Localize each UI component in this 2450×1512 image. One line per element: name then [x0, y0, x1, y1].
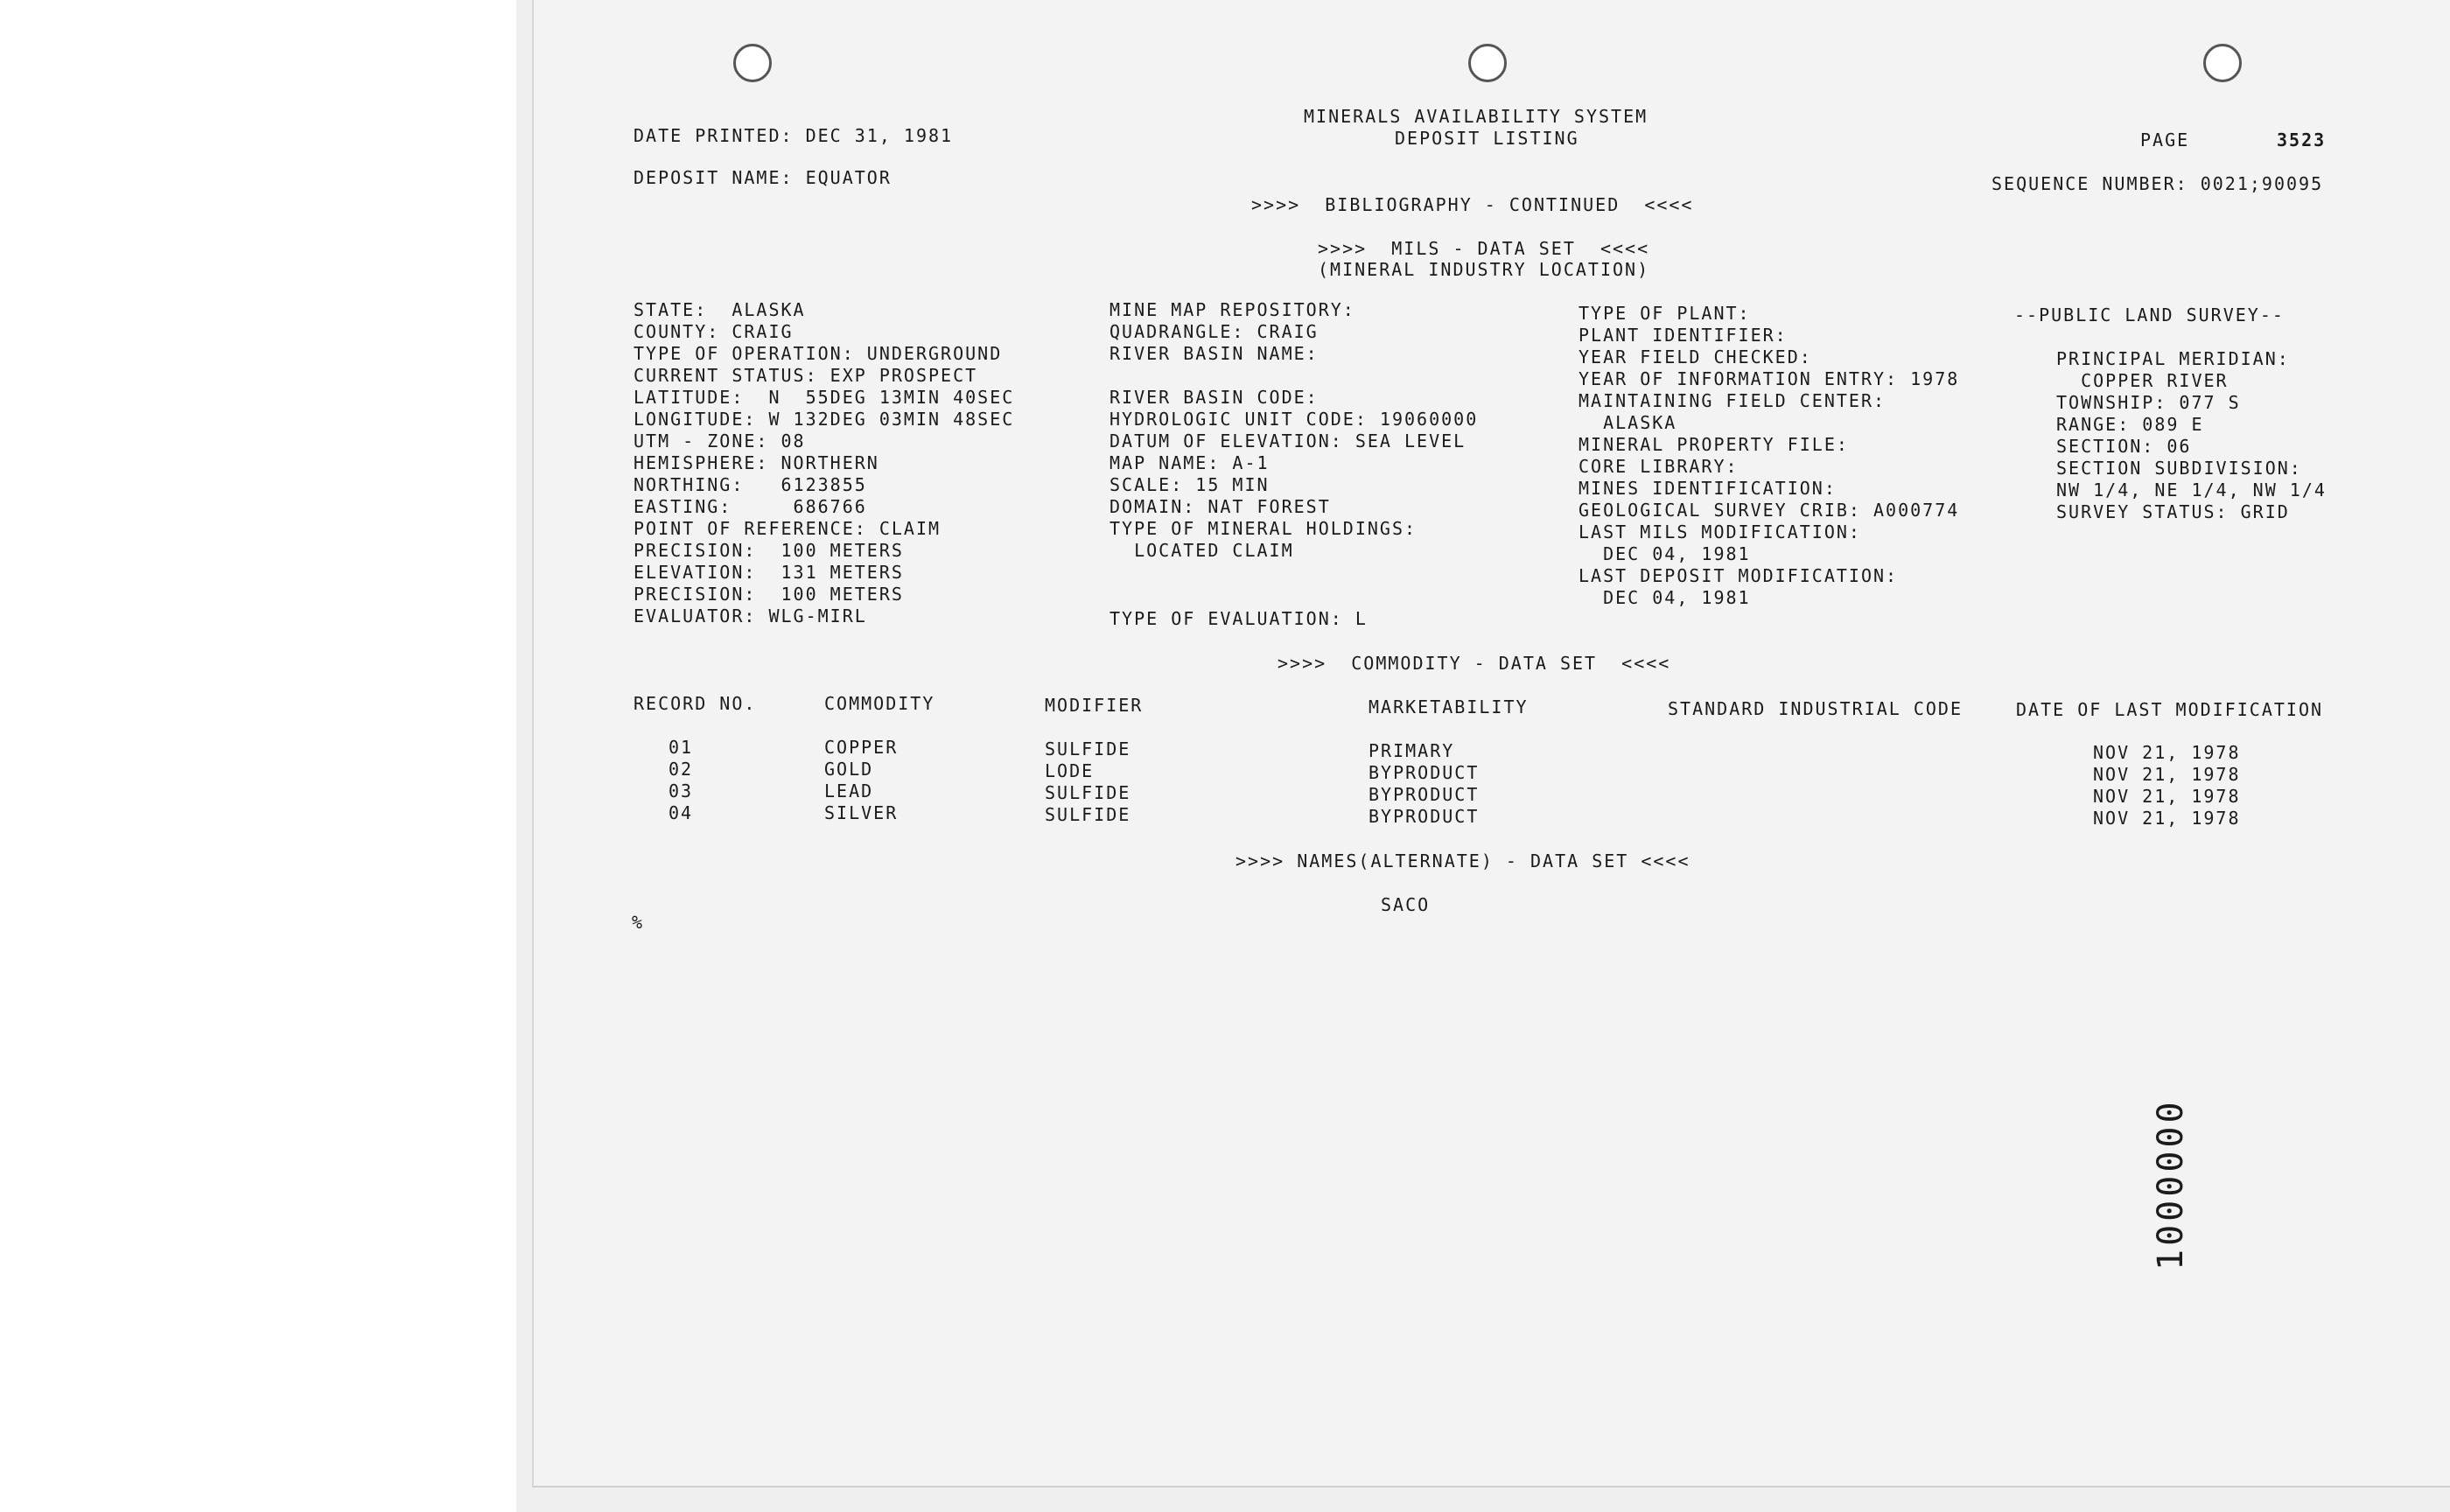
commodity-heading: >>>> COMMODITY - DATA SET <<<<: [1278, 653, 1671, 674]
field-line: TYPE OF MINERAL HOLDINGS:: [1110, 518, 1418, 539]
field-line: CURRENT STATUS: EXP PROSPECT: [634, 365, 978, 386]
punch-hole-icon: [2203, 44, 2242, 82]
field-line: NORTHING: 6123855: [634, 474, 867, 495]
field-line: TYPE OF OPERATION: UNDERGROUND: [634, 343, 1003, 364]
field-line: MAINTAINING FIELD CENTER:: [1578, 390, 1886, 411]
field-line: YEAR OF INFORMATION ENTRY: 1978: [1578, 368, 1960, 389]
stamp-number: 1000000: [2151, 1098, 2191, 1270]
column-header-commodity: COMMODITY: [824, 693, 935, 714]
field-line: SECTION: 06: [2056, 436, 2192, 457]
system-title: MINERALS AVAILABILITY SYSTEM: [1304, 106, 1648, 127]
page-number: 3523: [2277, 130, 2327, 150]
field-line: COUNTY: CRAIG: [634, 321, 794, 342]
field-line: PRECISION: 100 METERS: [634, 584, 904, 605]
marketability-cell: BYPRODUCT: [1368, 784, 1480, 805]
field-line: STATE: ALASKA: [634, 299, 806, 320]
field-line: PRINCIPAL MERIDIAN:: [2056, 348, 2290, 369]
field-line: LONGITUDE: W 132DEG 03MIN 48SEC: [634, 409, 1015, 430]
field-line: LAST DEPOSIT MODIFICATION:: [1578, 565, 1899, 586]
record-cell: 02: [668, 759, 694, 780]
field-line: POINT OF REFERENCE: CLAIM: [634, 518, 942, 539]
mils-subheading: (MINERAL INDUSTRY LOCATION): [1318, 259, 1650, 280]
field-line: PRECISION: 100 METERS: [634, 540, 904, 561]
mils-heading: >>>> MILS - DATA SET <<<<: [1318, 238, 1650, 259]
field-line: TYPE OF PLANT:: [1578, 303, 1751, 324]
field-line: CORE LIBRARY:: [1578, 456, 1739, 477]
field-line: TOWNSHIP: 077 S: [2056, 392, 2241, 413]
field-line: RIVER BASIN NAME:: [1110, 343, 1319, 364]
field-line: MINE MAP REPOSITORY:: [1110, 299, 1355, 320]
end-marker: %: [632, 912, 645, 933]
field-line: HEMISPHERE: NORTHERN: [634, 452, 879, 473]
field-line: RIVER BASIN CODE:: [1110, 387, 1319, 408]
sequence-number: SEQUENCE NUMBER: 0021;90095: [1992, 173, 2324, 194]
punch-hole-icon: [1468, 44, 1507, 82]
field-line: NW 1/4, NE 1/4, NW 1/4: [2056, 480, 2327, 500]
field-line: ALASKA: [1578, 412, 1677, 433]
field-line: RANGE: 089 E: [2056, 414, 2204, 435]
public-land-survey-heading: --PUBLIC LAND SURVEY--: [2014, 304, 2285, 326]
field-line: DEC 04, 1981: [1578, 543, 1751, 564]
names-heading: >>>> NAMES(ALTERNATE) - DATA SET <<<<: [1236, 850, 1690, 872]
date-printed: DATE PRINTED: DEC 31, 1981: [634, 125, 954, 146]
column-header-sic: STANDARD INDUSTRIAL CODE: [1668, 698, 1963, 719]
marketability-cell: BYPRODUCT: [1368, 806, 1480, 827]
field-line: LAST MILS MODIFICATION:: [1578, 522, 1861, 542]
field-line: DEC 04, 1981: [1578, 587, 1751, 608]
page-label: PAGE: [2140, 130, 2190, 150]
date-cell: NOV 21, 1978: [2093, 808, 2241, 829]
field-line: MINES IDENTIFICATION:: [1578, 478, 1837, 499]
field-line: YEAR FIELD CHECKED:: [1578, 346, 1812, 368]
field-line: SURVEY STATUS: GRID: [2056, 501, 2290, 522]
date-cell: NOV 21, 1978: [2093, 764, 2241, 785]
column-header-date: DATE OF LAST MODIFICATION: [2016, 699, 2324, 720]
field-line: QUADRANGLE: CRAIG: [1110, 321, 1319, 342]
record-cell: 04: [668, 802, 694, 823]
column-header-marketability: MARKETABILITY: [1368, 696, 1529, 718]
marketability-cell: BYPRODUCT: [1368, 762, 1480, 783]
field-line: COPPER RIVER: [2056, 370, 2229, 391]
field-line: SCALE: 15 MIN: [1110, 474, 1270, 495]
field-line: EVALUATOR: WLG-MIRL: [634, 606, 867, 626]
field-line: SECTION SUBDIVISION:: [2056, 458, 2302, 479]
system-subtitle: DEPOSIT LISTING: [1395, 128, 1579, 149]
field-line: MAP NAME: A-1: [1110, 452, 1270, 473]
field-line: LATITUDE: N 55DEG 13MIN 40SEC: [634, 387, 1015, 408]
date-cell: NOV 21, 1978: [2093, 742, 2241, 763]
field-line: GEOLOGICAL SURVEY CRIB: A000774: [1578, 500, 1960, 521]
bibliography-heading: >>>> BIBLIOGRAPHY - CONTINUED <<<<: [1251, 194, 1694, 215]
alternate-name: SACO: [1381, 894, 1431, 915]
commodity-cell: SILVER: [824, 802, 899, 823]
field-line: ELEVATION: 131 METERS: [634, 562, 904, 583]
field-line: DATUM OF ELEVATION: SEA LEVEL: [1110, 430, 1466, 452]
record-cell: 03: [668, 780, 694, 802]
commodity-cell: LEAD: [824, 780, 874, 802]
field-line: EASTING: 686766: [634, 496, 867, 517]
record-cell: 01: [668, 737, 694, 758]
field-line: MINERAL PROPERTY FILE:: [1578, 434, 1849, 455]
date-cell: NOV 21, 1978: [2093, 786, 2241, 807]
field-line: UTM - ZONE: 08: [634, 430, 806, 452]
type-of-evaluation: TYPE OF EVALUATION: L: [1110, 608, 1368, 629]
column-header-modifier: MODIFIER: [1045, 695, 1144, 716]
modifier-cell: SULFIDE: [1045, 782, 1131, 803]
deposit-name: DEPOSIT NAME: EQUATOR: [634, 167, 892, 188]
field-line: HYDROLOGIC UNIT CODE: 19060000: [1110, 409, 1479, 430]
column-header-record: RECORD NO.: [634, 693, 757, 714]
commodity-cell: GOLD: [824, 759, 874, 780]
modifier-cell: SULFIDE: [1045, 804, 1131, 825]
field-line: DOMAIN: NAT FOREST: [1110, 496, 1331, 517]
modifier-cell: LODE: [1045, 760, 1095, 781]
field-line: LOCATED CLAIM: [1110, 540, 1294, 561]
commodity-cell: COPPER: [824, 737, 899, 758]
punch-hole-icon: [733, 44, 772, 82]
modifier-cell: SULFIDE: [1045, 738, 1131, 760]
field-line: PLANT IDENTIFIER:: [1578, 325, 1788, 346]
marketability-cell: PRIMARY: [1368, 740, 1455, 761]
